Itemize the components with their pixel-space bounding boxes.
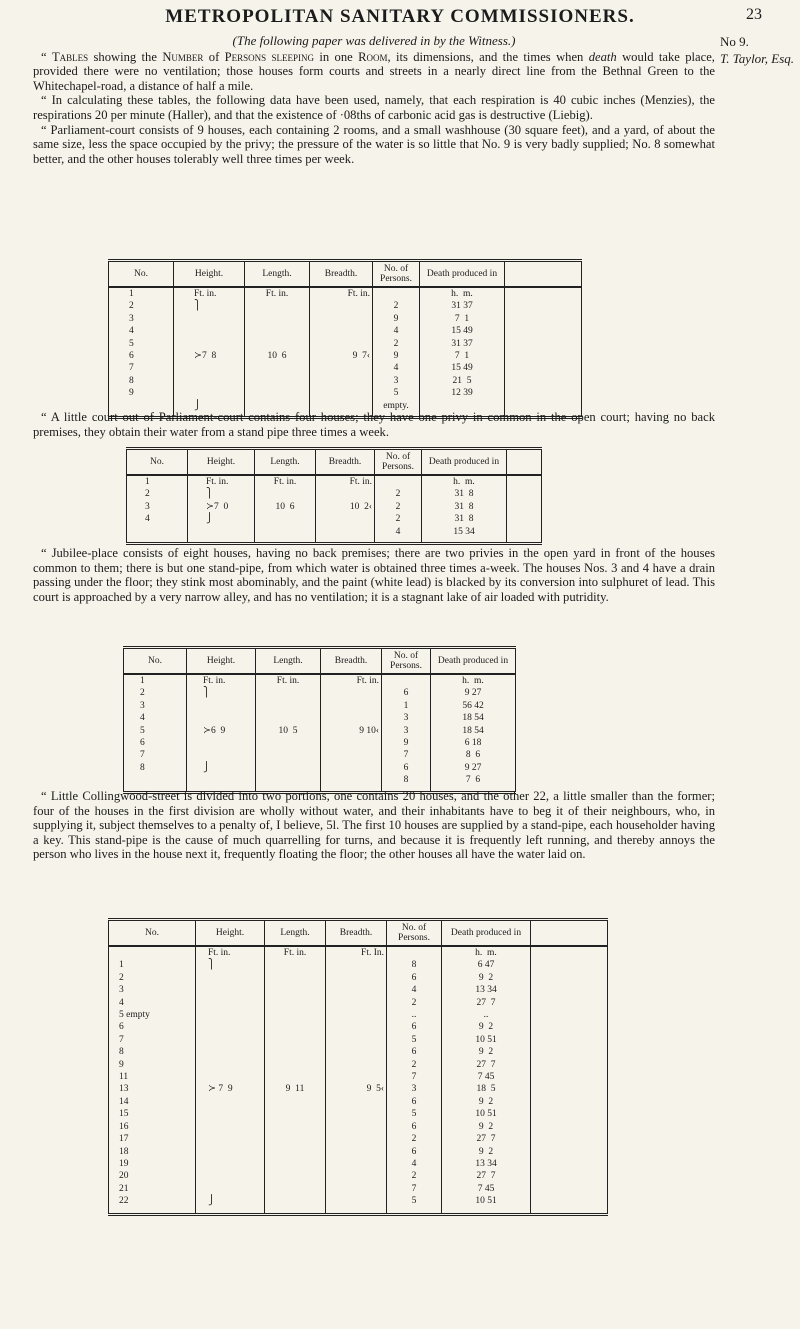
t2-no: 1 2 3 4: [127, 475, 188, 543]
paragraph-calculation: “ In calculating these tables, the following data have been used, namely, that each respiration is 40 cubic inches (Menzies), the respirations 20 per minute (Haller), and that the existence of ·08ths of carbonic acid gas is destructive (Liebig).: [33, 93, 715, 122]
t4-breadth: Ft. In. 9 5‹: [326, 946, 387, 1214]
t4-height: Ft. in. ⎫ ≻ 7 9 ⎭: [196, 946, 265, 1214]
table-collingwood-street: No. Height. Length. Breadth. No. of Persons. Death produced in 1 2 3 4 5 empty 6 7 8 9 11 13 14 15 16 17 18 19 20 21 22 Ft. in. ⎫ ≻ 7 9 ⎭ Ft. in. 9 11 Ft. In. 9 5‹ 8 6 4 2 .. 6 5 6 2 7 3 6 5 6 2 6 4 2 7 5 h. m. 6 47 9 2 13 34 27 7 .. 9 2 10 51 9 2 27 7 7 45 18 5 9 2 10 51 9 2 27 7 9 2 13 34 27 7 7 45 10 51: [108, 918, 608, 1216]
t2-death: h. m. 31 8 31 8 31 8 15 34: [422, 475, 507, 543]
witness-name: T. Taylor, Esq.: [720, 51, 795, 66]
body-block-1: [33, 34, 715, 166]
t3-height: Ft. in. ⎫ ≻6 9 ⎭: [187, 674, 256, 792]
paragraph-little-court: “ A little court out of Parliament-court contains four houses; they have one privy in common in the open court; having no back premises, they obtain their water from a stand pipe three times a week.: [33, 410, 715, 439]
col-header-death: Death produced in: [420, 261, 505, 288]
t1-persons: 2 9 4 2 9 4 3 5 empty.: [373, 287, 420, 417]
body-block-2: [33, 410, 715, 439]
t3-persons: 6 1 3 3 9 7 6 8: [382, 674, 431, 792]
t4-death: h. m. 6 47 9 2 13 34 27 7 .. 9 2 10 51 9 2 27 7 7 45 18 5 9 2 10 51 9 2 27 7 9 2 13 34 27 7 7 45 10 51: [442, 946, 531, 1214]
t2-length: Ft. in. 10 6: [255, 475, 316, 543]
t4-length: Ft. in. 9 11: [265, 946, 326, 1214]
t4-no: 1 2 3 4 5 empty 6 7 8 9 11 13 14 15 16 17 18 19 20 21 22: [109, 946, 196, 1214]
paragraph-parliament-court: “ Parliament-court consists of 9 houses, each containing 2 rooms, and a small washhouse (30 square feet), and a yard, of about the same size, less the space occupied by the privy; the pressure of the water is so little that No. 9 is very badly supplied; No. 8 somewhat better, and the other houses tolerably well three times per week.: [33, 122, 715, 166]
t3-breadth: Ft. in. 9 10‹: [321, 674, 382, 792]
body-block-4: [33, 789, 715, 862]
col-header-length: Length.: [245, 261, 310, 288]
intro-line: (The following paper was delivered in by the Witness.): [232, 33, 516, 48]
t2-height: Ft. in. ⎫ ≻7 0 ⎭: [188, 475, 255, 543]
paragraph-jubilee-place: “ Jubilee-place consists of eight houses, having no back premises; there are two privies in the open yard in front of the houses common to them; there is but one stand-pipe, from which water is obtained three times a-week. The houses Nos. 3 and 4 have a drain passing under the floor; they stink most abominably, and the paint (white lead) is blacked by its conversion into sulphuret of lead. This court is approached by a very narrow alley, and has no ventilation; it is a stagnant lake of air loaded with putridity.: [33, 546, 715, 604]
margin-note: [720, 33, 800, 67]
col-header-no: No.: [109, 261, 174, 288]
t2-breadth: Ft. in. 10 2‹: [316, 475, 375, 543]
page-header-title: METROPOLITAN SANITARY COMMISSIONERS.: [165, 6, 635, 27]
t1-death: h. m. 31 37 7 1 15 49 31 37 7 1 15 49 21 5 12 39: [420, 287, 505, 417]
table-little-court: No. Height. Length. Breadth. No. of Persons. Death produced in 1 2 3 4 Ft. in. ⎫ ≻7 0 ⎭ Ft. in. 10 6 Ft. in. 10 2‹ 2 2 2 4 h. m. 31 8 31 8 31 8 15 34: [126, 447, 542, 545]
page-number: 23: [746, 6, 762, 23]
paragraph-tables: “ Tables showing the Number of Persons sleeping in one Room, its dimensions, and the times when death would take place, provided there were no ventilation; those houses form courts and streets in a nearly direct line from the Bethnal Green to the Whitechapel-road, a distance of half a mile.: [33, 49, 715, 93]
table-jubilee-place: No. Height. Length. Breadth. No. of Persons. Death produced in 1 2 3 4 5 6 7 8 Ft. in. ⎫ ≻6 9 ⎭ Ft. in. 10 5 Ft. in. 9 10‹ 6 1 3 3 9 7 6 8 h. m. 9 27 56 42 18 54 18 54 6 18 8 6 9 27 7 6: [123, 646, 516, 794]
t2-persons: 2 2 2 4: [375, 475, 422, 543]
t1-height: Ft. in. ⎫ ≻7 8 ⎭: [174, 287, 245, 417]
t1-breadth: Ft. in. 9 7‹: [310, 287, 373, 417]
t3-length: Ft. in. 10 5: [256, 674, 321, 792]
witness-number: No 9.: [720, 34, 749, 49]
t4-persons: 8 6 4 2 .. 6 5 6 2 7 3 6 5 6 2 6 4 2 7 5: [387, 946, 442, 1214]
t1-length: Ft. in. 10 6: [245, 287, 310, 417]
t1-no: 1 2 3 4 5 6 7 8 9: [109, 287, 174, 417]
t3-death: h. m. 9 27 56 42 18 54 18 54 6 18 8 6 9 27 7 6: [431, 674, 516, 792]
paragraph-collingwood-street: “ Little Collingwood-street is divided into two portions, one contains 20 houses, and the other 22, a little smaller than the former; four of the houses in the first division are wholly without water, and their inhabitants have to beg it of their neighbours, who, in supplying it, subject themselves to a penalty of, I believe, 5l. The first 10 houses are supplied by a stand-pipe, each householder having a key. This stand-pipe is the cause of much quarrelling for turns, and because it is frequently left running, and thereby annoys the person who lives in the house next it, frequently floating the floor; the other houses all have the water laid on.: [33, 789, 715, 862]
col-header-breadth: Breadth.: [310, 261, 373, 288]
body-block-3: [33, 546, 715, 604]
col-header-height: Height.: [174, 261, 245, 288]
col-header-persons: No. of Persons.: [373, 261, 420, 288]
table-parliament-court: [108, 259, 582, 419]
t3-no: 1 2 3 4 5 6 7 8: [124, 674, 187, 792]
